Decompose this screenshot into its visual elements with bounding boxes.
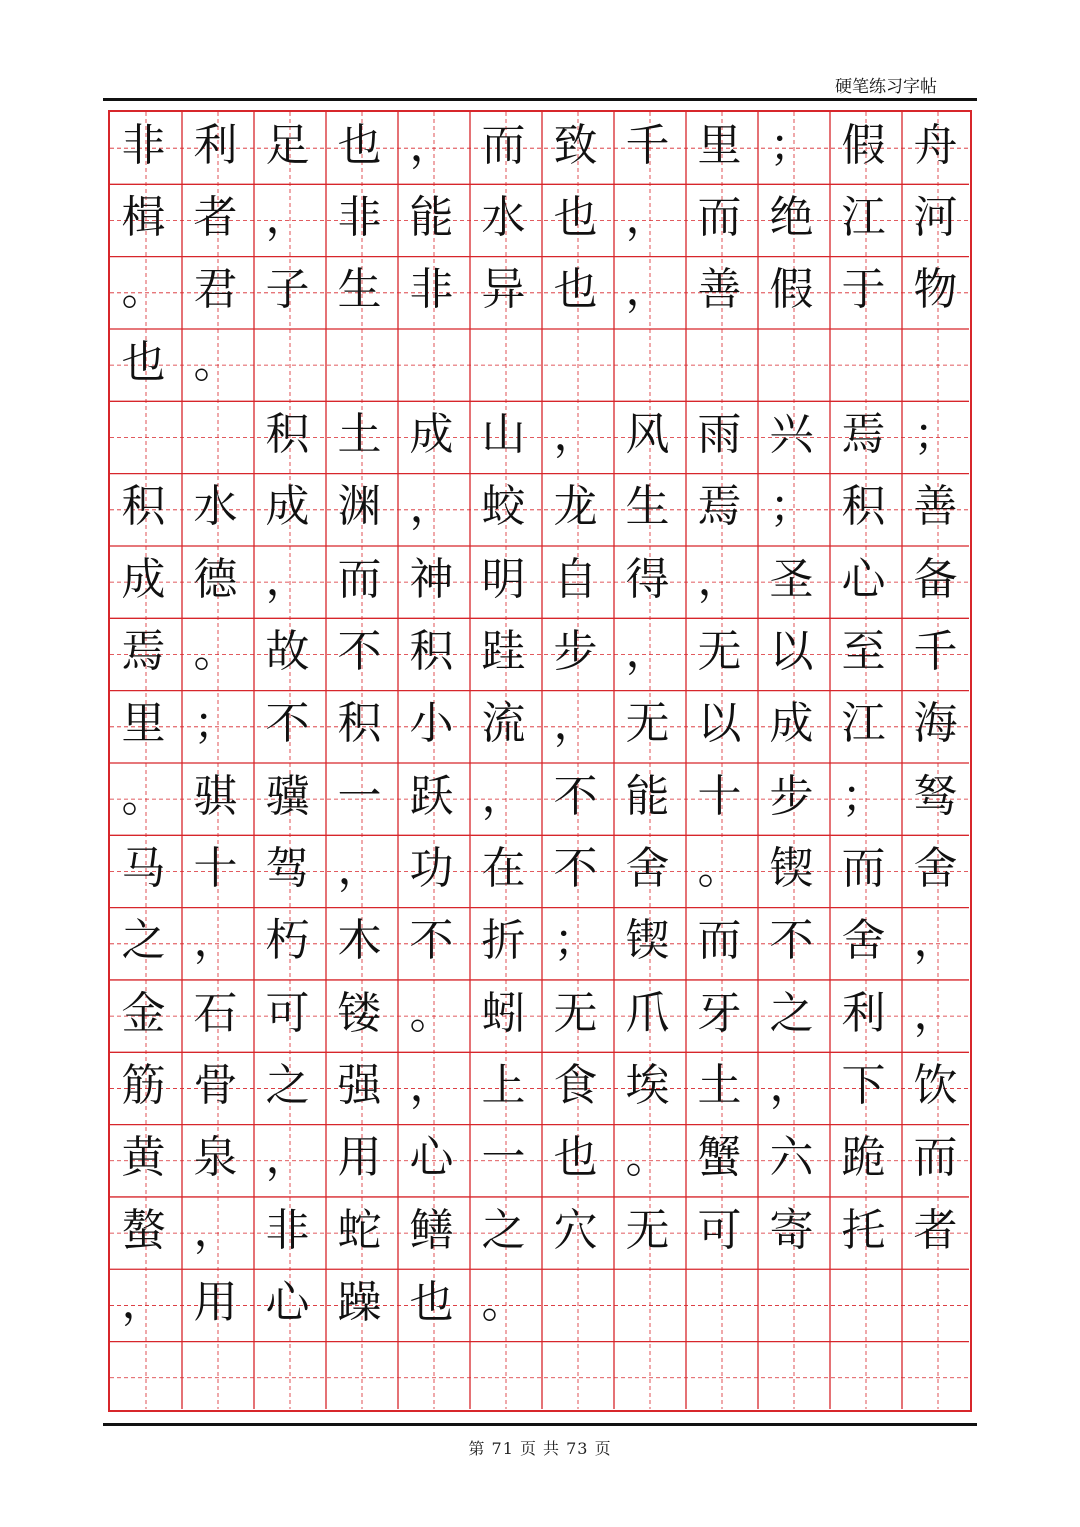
grid-character: 饮	[913, 1059, 958, 1111]
grid-character: 。	[121, 264, 166, 316]
grid-character: 而	[697, 191, 742, 243]
grid-character: 非	[121, 119, 166, 171]
grid-character: 心	[265, 1276, 310, 1328]
grid-character: 自	[553, 553, 598, 605]
grid-character: 能	[625, 770, 670, 822]
grid-character: ，	[193, 1204, 238, 1256]
grid-character: 蛟	[481, 481, 526, 533]
grid-character: 埃	[625, 1059, 670, 1111]
grid-character: 以	[769, 625, 814, 677]
grid-character: ，	[553, 698, 598, 750]
grid-character: 积	[409, 625, 454, 677]
grid-character: 筋	[121, 1059, 166, 1111]
grid-character: 生	[337, 264, 382, 316]
grid-character: 成	[409, 408, 454, 460]
grid-character: 山	[481, 408, 526, 460]
grid-character: 能	[409, 191, 454, 243]
grid-character: 之	[481, 1204, 526, 1256]
grid-character: 小	[409, 698, 454, 750]
grid-character: 镂	[337, 987, 382, 1039]
grid-character: ；	[913, 408, 958, 460]
grid-character: 雨	[697, 408, 742, 460]
grid-character: 可	[697, 1204, 742, 1256]
grid-character: 强	[337, 1059, 382, 1111]
grid-character: 假	[841, 119, 886, 171]
grid-character: 利	[841, 987, 886, 1039]
grid-character: 利	[193, 119, 238, 171]
grid-character: 。	[121, 770, 166, 822]
grid-character: 非	[409, 264, 454, 316]
grid-character: 楫	[121, 191, 166, 243]
grid-character: 泉	[193, 1132, 238, 1184]
grid-character: 而	[337, 553, 382, 605]
grid-character: 跃	[409, 770, 454, 822]
grid-character: ；	[769, 119, 814, 171]
grid-character: 一	[337, 770, 382, 822]
grid-character: 。	[697, 842, 742, 894]
grid-character: 而	[481, 119, 526, 171]
grid-character: 也	[337, 119, 382, 171]
grid-character: 步	[769, 770, 814, 822]
grid-character: 蟹	[697, 1132, 742, 1184]
grid-character: ，	[193, 915, 238, 967]
grid-character: ；	[553, 915, 598, 967]
grid-character: 舟	[913, 119, 958, 171]
grid-character: 无	[625, 1204, 670, 1256]
grid-character: ，	[265, 553, 310, 605]
grid-character: 至	[841, 625, 886, 677]
grid-character: 寄	[769, 1204, 814, 1256]
grid-character: 朽	[265, 915, 310, 967]
grid-character: 折	[481, 915, 526, 967]
grid-character: ，	[121, 1276, 166, 1328]
grid-character: 故	[265, 625, 310, 677]
grid-character: 牙	[697, 987, 742, 1039]
grid-character: 海	[913, 698, 958, 750]
grid-character: 里	[697, 119, 742, 171]
grid-character: ，	[625, 191, 670, 243]
grid-character: 积	[841, 481, 886, 533]
grid-character: 也	[553, 191, 598, 243]
grid-character: 水	[193, 481, 238, 533]
grid-character: 托	[841, 1204, 886, 1256]
grid-character: 而	[841, 842, 886, 894]
page-number: 第 71 页 共 73 页	[468, 1439, 612, 1458]
grid-character: 无	[553, 987, 598, 1039]
grid-character: 上	[481, 1059, 526, 1111]
grid-character: 十	[697, 770, 742, 822]
grid-character: 。	[193, 336, 238, 388]
grid-character: 舍	[841, 915, 886, 967]
grid-character: 鳝	[409, 1204, 454, 1256]
grid-character: 绝	[769, 191, 814, 243]
grid-character: 渊	[337, 481, 382, 533]
grid-character: 河	[913, 191, 958, 243]
grid-character: 土	[337, 408, 382, 460]
grid-character: ，	[265, 1132, 310, 1184]
grid-character: 驽	[913, 770, 958, 822]
grid-character: 成	[121, 553, 166, 605]
practice-grid	[108, 110, 972, 1412]
grid-character: 而	[697, 915, 742, 967]
grid-character: 在	[481, 842, 526, 894]
grid-character: 黄	[121, 1132, 166, 1184]
grid-character: 得	[625, 553, 670, 605]
header-rule	[103, 98, 977, 101]
grid-character: ，	[913, 915, 958, 967]
grid-character: 蛇	[337, 1204, 382, 1256]
grid-character: ；	[769, 481, 814, 533]
grid-character: 备	[913, 553, 958, 605]
grid-character: ，	[553, 408, 598, 460]
grid-character: 之	[769, 987, 814, 1039]
grid-character: ，	[409, 119, 454, 171]
grid-character: 而	[913, 1132, 958, 1184]
grid-character: 龙	[553, 481, 598, 533]
grid-character: 君	[193, 264, 238, 316]
page-header-title: 硬笔练习字帖	[835, 77, 937, 97]
grid-character: 。	[193, 625, 238, 677]
grid-character: 马	[121, 842, 166, 894]
grid-character: 也	[553, 1132, 598, 1184]
grid-character: 积	[121, 481, 166, 533]
grid-character: 足	[265, 119, 310, 171]
grid-character: 土	[697, 1059, 742, 1111]
grid-character: 舍	[625, 842, 670, 894]
grid-character: 异	[481, 264, 526, 316]
grid-character: 可	[265, 987, 310, 1039]
grid-character: 风	[625, 408, 670, 460]
grid-character: 非	[337, 191, 382, 243]
grid-character: 躁	[337, 1276, 382, 1328]
grid-character: 金	[121, 987, 166, 1039]
grid-character: 骥	[265, 770, 310, 822]
grid-character: 心	[841, 553, 886, 605]
grid-character: 德	[193, 553, 238, 605]
grid-character: 神	[409, 553, 454, 605]
grid-character: 焉	[121, 625, 166, 677]
grid-character: 假	[769, 264, 814, 316]
grid-character: 里	[121, 698, 166, 750]
grid-character: 功	[409, 842, 454, 894]
grid-character: 千	[913, 625, 958, 677]
grid-character: 也	[409, 1276, 454, 1328]
grid-character: 六	[769, 1132, 814, 1184]
grid-character: 跪	[841, 1132, 886, 1184]
grid-character: ，	[769, 1059, 814, 1111]
grid-character: 者	[913, 1204, 958, 1256]
grid-character: ，	[337, 842, 382, 894]
grid-character: 非	[265, 1204, 310, 1256]
grid-character: 焉	[841, 408, 886, 460]
grid-character: ，	[625, 264, 670, 316]
grid-character: 驾	[265, 842, 310, 894]
grid-character: 步	[553, 625, 598, 677]
grid-character: 物	[913, 264, 958, 316]
grid-character: 爪	[625, 987, 670, 1039]
grid-character: 以	[697, 698, 742, 750]
grid-character: ，	[265, 191, 310, 243]
grid-character: ，	[697, 553, 742, 605]
grid-character: 用	[337, 1132, 382, 1184]
grid-character: 木	[337, 915, 382, 967]
grid-character: 用	[193, 1276, 238, 1328]
grid-character: 兴	[769, 408, 814, 460]
grid-character: 流	[481, 698, 526, 750]
grid-character	[180, 399, 252, 471]
grid-character: 明	[481, 553, 526, 605]
grid-character: 水	[481, 191, 526, 243]
grid-character: 圣	[769, 553, 814, 605]
grid-character: 不	[337, 625, 382, 677]
grid-character: 无	[697, 625, 742, 677]
grid-character: 骨	[193, 1059, 238, 1111]
grid-character: 积	[265, 408, 310, 460]
grid-character: 心	[409, 1132, 454, 1184]
grid-character: ，	[481, 770, 526, 822]
grid-character: 锲	[625, 915, 670, 967]
grid-character: 成	[265, 481, 310, 533]
grid-character: 生	[625, 481, 670, 533]
grid-character: 致	[553, 119, 598, 171]
grid-character	[108, 399, 180, 471]
grid-character: 积	[337, 698, 382, 750]
grid-character: 之	[121, 915, 166, 967]
grid-character: 无	[625, 698, 670, 750]
grid-character: 也	[121, 336, 166, 388]
grid-character: 。	[481, 1276, 526, 1328]
grid-character: 善	[913, 481, 958, 533]
grid-character: 之	[265, 1059, 310, 1111]
grid-character: 于	[841, 264, 886, 316]
grid-character: 跬	[481, 625, 526, 677]
grid-character: 。	[625, 1132, 670, 1184]
grid-character: 不	[553, 770, 598, 822]
grid-character: ，	[625, 625, 670, 677]
grid-character: ，	[409, 1059, 454, 1111]
footer-rule	[103, 1423, 977, 1426]
grid-character: 千	[625, 119, 670, 171]
grid-character: 穴	[553, 1204, 598, 1256]
grid-character: 食	[553, 1059, 598, 1111]
grid-character: 江	[841, 698, 886, 750]
grid-character: 一	[481, 1132, 526, 1184]
grid-character: 锲	[769, 842, 814, 894]
grid-character: 成	[769, 698, 814, 750]
grid-character: 不	[265, 698, 310, 750]
grid-character: 不	[769, 915, 814, 967]
grid-character: 不	[409, 915, 454, 967]
grid-character: 子	[265, 264, 310, 316]
grid-character: 下	[841, 1059, 886, 1111]
grid-character: 焉	[697, 481, 742, 533]
grid-character: 石	[193, 987, 238, 1039]
grid-character: ，	[913, 987, 958, 1039]
grid-character: 。	[409, 987, 454, 1039]
grid-character: 者	[193, 191, 238, 243]
grid-character: 不	[553, 842, 598, 894]
grid-character: 善	[697, 264, 742, 316]
grid-character: 也	[553, 264, 598, 316]
grid-character: 舍	[913, 842, 958, 894]
grid-character: 蚓	[481, 987, 526, 1039]
grid-character: 骐	[193, 770, 238, 822]
grid-character: 十	[193, 842, 238, 894]
grid-character: 螯	[121, 1204, 166, 1256]
grid-character: 江	[841, 191, 886, 243]
grid-character: ；	[841, 770, 886, 822]
grid-character: ，	[409, 481, 454, 533]
grid-character: ；	[193, 698, 238, 750]
